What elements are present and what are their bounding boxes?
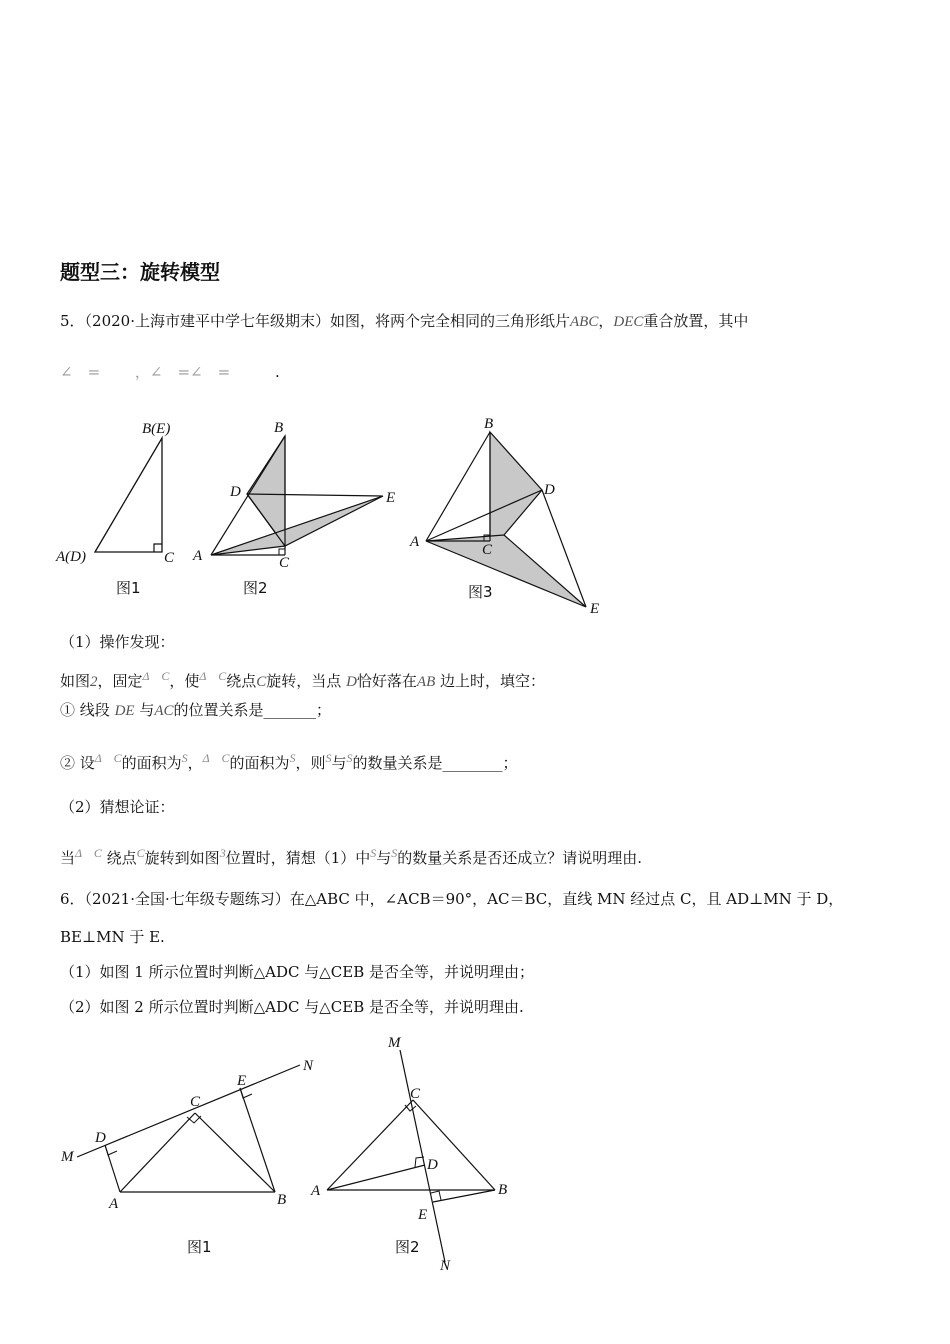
i1-de: DE xyxy=(114,703,135,719)
p2-c: 旋转到如图 xyxy=(144,849,220,867)
p1-b: ，固定 xyxy=(97,672,143,690)
p2-f: 的数量关系是否还成立？请说明理由. xyxy=(397,849,643,867)
i2-s2: S xyxy=(289,751,296,765)
q5-figure-2 xyxy=(185,410,400,600)
i1-ac: AC xyxy=(154,703,174,719)
q5-part2-title: （2）猜想论证： xyxy=(60,798,175,816)
q6f2-label-D: D xyxy=(427,1157,438,1173)
q5-line1 xyxy=(60,311,748,332)
p1-seg: AB xyxy=(416,674,436,690)
q5-figure-3 xyxy=(400,410,615,620)
q5-source: （2020·上海市建平中学七年级期末） xyxy=(84,312,330,330)
p1-g: 边上时，填空： xyxy=(440,672,546,690)
i2-tri2: Δ C xyxy=(202,751,230,765)
f1-label-C: C xyxy=(164,550,175,566)
p1-a: 如图 xyxy=(60,672,91,690)
f2-label-C: C xyxy=(279,555,290,571)
q5-part2-text xyxy=(60,843,642,868)
f3-label-A: A xyxy=(410,534,420,550)
f2-label-A: A xyxy=(193,548,203,564)
i2-c: ， xyxy=(187,754,203,772)
section-title: 题型三：旋转模型 xyxy=(60,260,220,284)
p1-e: 旋转，当点 xyxy=(266,672,342,690)
p1-d: 绕点 xyxy=(226,672,257,690)
f2-label-D: D xyxy=(230,484,241,500)
q6-figure-1 xyxy=(55,1050,335,1265)
q6f2-label-N: N xyxy=(440,1258,451,1274)
q6f2-label-B: B xyxy=(498,1182,508,1198)
q6-part1: （1）如图 1 所示位置时判断△ADC 与△CEB 是否全等，并说明理由； xyxy=(60,963,535,981)
q5-tri1: ABC xyxy=(570,314,599,330)
f1-label-AD: A(D) xyxy=(56,549,86,565)
p1-pt-d: D xyxy=(346,674,357,690)
q6f1-label-B: B xyxy=(277,1192,287,1208)
i2-g: 的数量关系是________； xyxy=(352,754,518,772)
p1-c: ，使 xyxy=(169,672,200,690)
q5-figure-1 xyxy=(50,410,190,600)
i2-d: 的面积为 xyxy=(229,754,290,772)
q5-cond-end: . xyxy=(274,363,280,381)
i2-b: 的面积为 xyxy=(121,754,182,772)
q5-intro: 如图，将两个完全相同的三角形纸片 xyxy=(330,312,571,330)
f3-label-C: C xyxy=(482,542,493,558)
p2-a: 当 xyxy=(60,849,76,867)
p2-c-pt: C xyxy=(136,846,145,860)
q6f1-label-A: A xyxy=(109,1196,119,1212)
p2-d: 位置时，猜想（1）中 xyxy=(225,849,371,867)
q6f2-label-M: M xyxy=(388,1035,401,1051)
q5-item1 xyxy=(60,700,331,721)
q6f1-label-N: N xyxy=(303,1058,314,1074)
q5-tri2: DEC xyxy=(613,314,644,330)
q5-part1-title: （1）操作发现： xyxy=(60,633,175,651)
i1-b: 与 xyxy=(139,701,155,719)
i1-a: ① 线段 xyxy=(60,701,110,719)
q6f1-label-E: E xyxy=(237,1073,247,1089)
q6-line2: BE⊥MN 于 E. xyxy=(60,928,165,946)
q5-cond-a: ∠ = xyxy=(60,363,101,381)
q5-cond-b: ，∠ =∠ = xyxy=(134,363,231,381)
p1-tri-a: Δ C xyxy=(142,669,170,683)
f1-label-BE: B(E) xyxy=(142,421,171,437)
q6-figure-2 xyxy=(305,1030,525,1275)
q6-line1: 6．（2021·全国·七年级专题练习）在△ABC 中，∠ACB＝90°，AC＝BC，直线 MN 经过点 C，且 AD⊥MN 于 D， xyxy=(60,890,844,908)
q6f2-label-C: C xyxy=(410,1086,421,1102)
p2-s1: S xyxy=(370,846,377,860)
q5-comma: ， xyxy=(598,312,614,330)
p1-fig: 2 xyxy=(90,674,98,690)
q5-conditions xyxy=(60,362,280,382)
caption-fig1: 图1 xyxy=(116,579,141,597)
i2-s1: S xyxy=(181,751,188,765)
q6f1-label-C: C xyxy=(190,1094,201,1110)
q5-part1-text xyxy=(60,666,545,692)
q6f2-label-E: E xyxy=(418,1207,428,1223)
i2-e: ，则 xyxy=(295,754,326,772)
i2-tri1: Δ C xyxy=(94,751,122,765)
q6-caption-fig1: 图1 xyxy=(187,1238,212,1256)
caption-fig2: 图2 xyxy=(243,579,268,597)
caption-fig3: 图3 xyxy=(468,583,493,601)
q6-caption-fig2: 图2 xyxy=(395,1238,420,1256)
p2-b: 绕点 xyxy=(106,849,137,867)
q6-part2: （2）如图 2 所示位置时判断△ADC 与△CEB 是否全等，并说明理由. xyxy=(60,998,524,1016)
p2-s2: S xyxy=(391,846,398,860)
i2-f: 与 xyxy=(331,754,347,772)
p2-e: 与 xyxy=(376,849,392,867)
i2-s3: S xyxy=(325,751,332,765)
i2-a: ② 设 xyxy=(60,754,95,772)
i1-c: 的位置关系是_______； xyxy=(173,701,332,719)
p2-tri: Δ C xyxy=(75,846,102,860)
p1-f: 恰好落在 xyxy=(356,672,417,690)
p1-tri-b: Δ C xyxy=(199,669,227,683)
p1-pt-c: C xyxy=(256,674,267,690)
f3-label-E: E xyxy=(590,601,600,617)
q6f1-label-D: D xyxy=(95,1130,106,1146)
q6f2-label-A: A xyxy=(311,1183,321,1199)
q5-intro-end: 重合放置，其中 xyxy=(643,312,749,330)
q6f1-label-M: M xyxy=(61,1149,74,1165)
q5-item2 xyxy=(60,748,518,773)
f2-label-E: E xyxy=(386,490,396,506)
f2-label-B: B xyxy=(274,420,284,436)
q5-number: 5． xyxy=(60,312,85,330)
p2-fig: 3 xyxy=(219,846,226,860)
f3-label-D: D xyxy=(544,482,555,498)
f3-label-B: B xyxy=(484,416,494,432)
i2-s4: S xyxy=(346,751,353,765)
